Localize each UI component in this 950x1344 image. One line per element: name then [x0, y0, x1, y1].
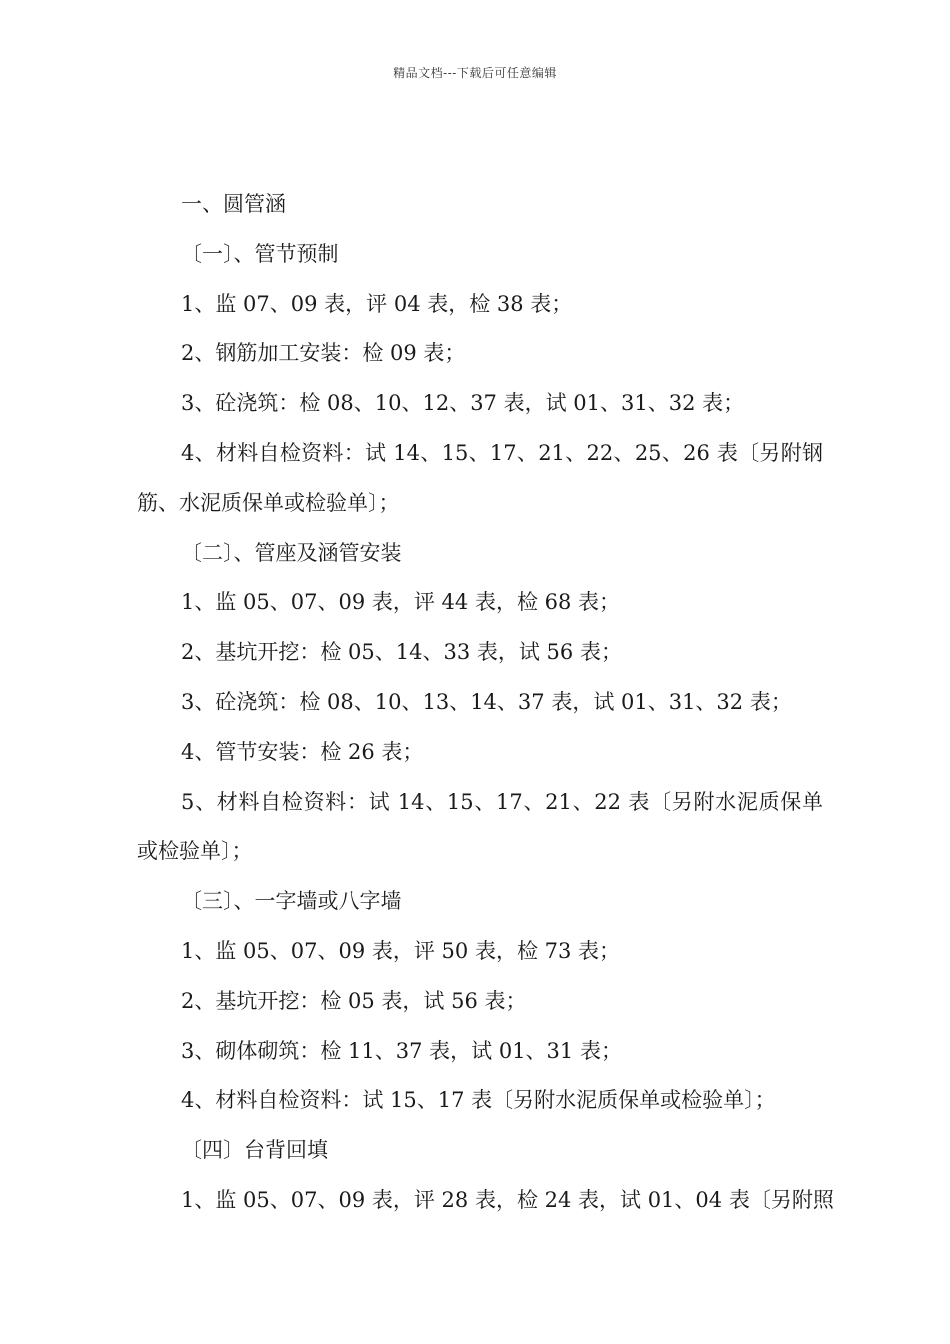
list-item: 2、基坑开挖：检 05、14、33 表，试 56 表；	[181, 640, 622, 665]
list-item: 4、材料自检资料：试 15、17 表〔另附水泥质保单或检验单〕；	[181, 1088, 776, 1113]
list-item: 1、监 05、07、09 表，评 50 表，检 73 表；	[181, 938, 621, 963]
list-item: 2、基坑开挖：检 05 表，试 56 表；	[181, 988, 527, 1013]
list-item-continuation: 或检验单〕；	[137, 839, 253, 864]
subsection-heading-pipe-seat: 〔二〕、管座及涵管安装	[181, 540, 402, 565]
list-item: 2、钢筋加工安装：检 09 表；	[181, 341, 466, 366]
subsection-heading-pipe-prefab: 〔一〕、管节预制	[181, 241, 339, 266]
list-item: 3、砼浇筑：检 08、10、12、37 表，试 01、31、32 表；	[181, 391, 745, 416]
section-title-round-culvert: 一、圆管涵	[181, 192, 286, 216]
subsection-heading-backfill: 〔四〕台背回填	[181, 1138, 328, 1163]
list-item: 1、监 05、07、09 表，评 44 表，检 68 表；	[181, 590, 621, 615]
list-item: 1、监 07、09 表，评 04 表，检 38 表；	[181, 291, 573, 316]
list-item-continuation: 筋、水泥质保单或检验单〕；	[137, 490, 400, 515]
list-item: 4、材料自检资料：试 14、15、17、21、22、25、26 表〔另附钢	[181, 440, 823, 465]
list-item: 3、砼浇筑：检 08、10、13、14、37 表，试 01、31、32 表；	[181, 689, 792, 714]
document-body	[137, 180, 834, 1226]
list-item: 4、管节安装：检 26 表；	[181, 739, 424, 764]
page-header: 精品文档---下载后可任意编辑	[393, 66, 557, 80]
subsection-heading-wing-wall: 〔三〕、一字墙或八字墙	[181, 889, 402, 914]
list-item: 3、砌体砌筑：检 11、37 表，试 01、31 表；	[181, 1038, 622, 1063]
list-item: 1、监 05、07、09 表，评 28 表，检 24 表，试 01、04 表〔另附照	[181, 1187, 834, 1212]
list-item: 5、材料自检资料：试 14、15、17、21、22 表〔另附水泥质保单	[181, 789, 823, 814]
